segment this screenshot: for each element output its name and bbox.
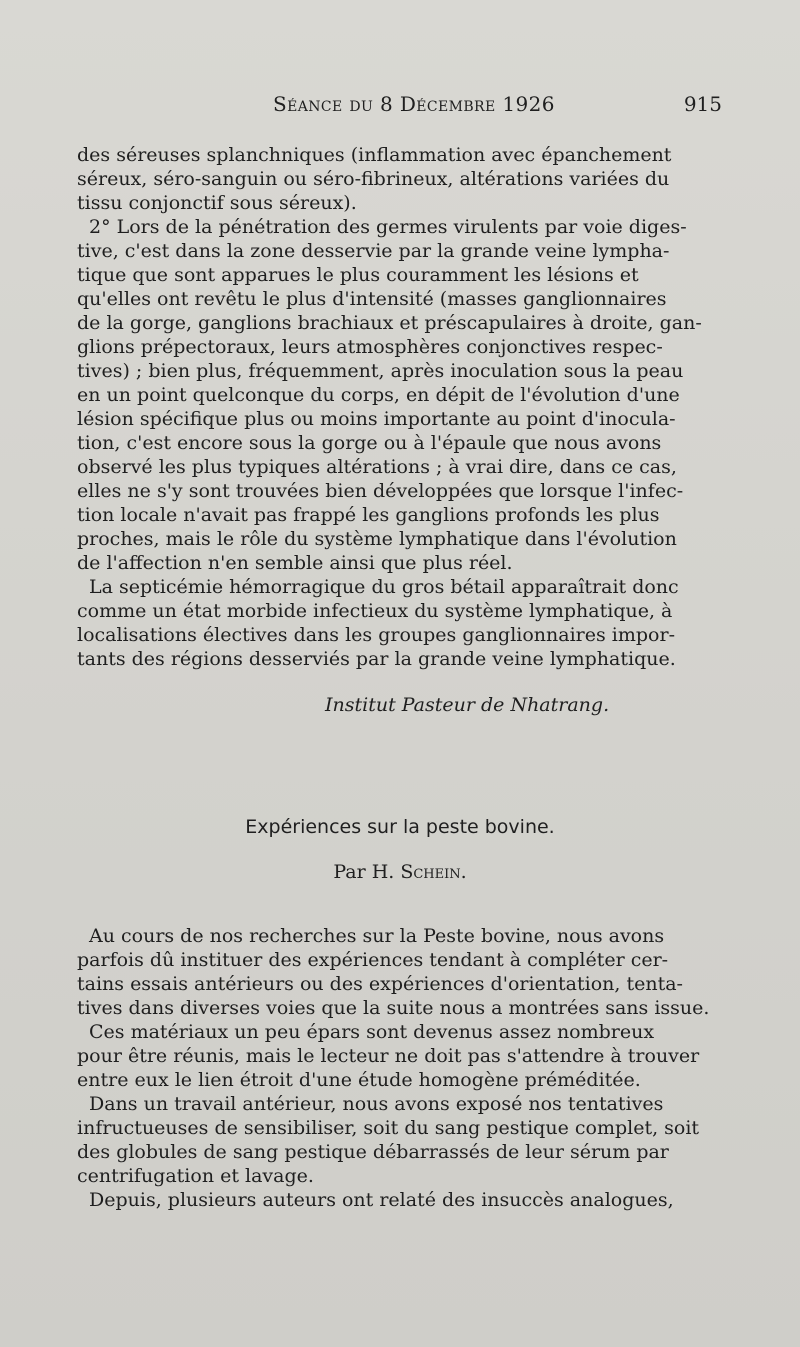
text-line: infructueuses de sensibiliser, soit du sang pestique complet, soit: [77, 1117, 700, 1139]
text-line: de l'affection n'en semble ainsi que plus réel.: [77, 552, 513, 574]
text-line: tissu conjonctif sous séreux).: [77, 192, 357, 214]
text-line: proches, mais le rôle du système lymphatique dans l'évolution: [77, 528, 677, 550]
text-line: localisations électives dans les groupes ganglionnaires impor-: [77, 624, 675, 646]
text-line: entre eux le lien étroit d'une étude homogène préméditée.: [77, 1069, 641, 1091]
previous-article-text: [77, 143, 722, 671]
text-line: 2° Lors de la pénétration des germes virulents par voie diges-: [89, 216, 687, 238]
text-line: tion, c'est encore sous la gorge ou à l'épaule que nous avons: [77, 432, 662, 454]
text-line: tives dans diverses voies que la suite nous a montrées sans issue.: [77, 997, 710, 1019]
text-line: des séreuses splanchniques (inflammation avec épanchement: [77, 144, 672, 166]
text-line: glions prépectoraux, leurs atmosphères conjonctives respec-: [77, 336, 663, 358]
text-line: tique que sont apparues le plus couramment les lésions et: [77, 264, 639, 286]
text-line: tants des régions desserviés par la grande veine lymphatique.: [77, 648, 676, 670]
article-body: [77, 924, 722, 1212]
text-line: parfois dû instituer des expériences tendant à compléter cer-: [77, 949, 669, 971]
text-line: tion locale n'avait pas frappé les ganglions profonds les plus: [77, 504, 660, 526]
page-number: 915: [683, 92, 722, 116]
text-line: tives) ; bien plus, fréquemment, après inoculation sous la peau: [77, 360, 684, 382]
text-line: Ces matériaux un peu épars sont devenus assez nombreux: [89, 1021, 655, 1043]
text-line: centrifugation et lavage.: [77, 1165, 314, 1187]
text-line: en un point quelconque du corps, en dépit de l'évolution d'une: [77, 384, 680, 406]
text-line: comme un état morbide infectieux du système lymphatique, à: [77, 600, 673, 622]
running-head: [78, 92, 722, 122]
text-line: qu'elles ont revêtu le plus d'intensité (masses ganglionnaires: [77, 288, 667, 310]
text-line: Depuis, plusieurs auteurs ont relaté des insuccès analogues,: [89, 1189, 674, 1211]
text-line: observé les plus typiques altérations ; à vrai dire, dans ce cas,: [77, 456, 677, 478]
article-title: Expériences sur la peste bovine.: [245, 816, 555, 838]
text-line: de la gorge, ganglions brachiaux et préscapulaires à droite, gan-: [77, 312, 702, 334]
running-title: Séance du 8 Décembre 1926: [273, 92, 555, 116]
text-line: elles ne s'y sont trouvées bien développées que lorsque l'infec-: [77, 480, 684, 502]
text-line: tains essais antérieurs ou des expériences d'orientation, tenta-: [77, 973, 683, 995]
author-name: Schein.: [400, 861, 467, 883]
text-line: lésion spécifique plus ou moins importante au point d'inocula-: [77, 408, 676, 430]
text-line: des globules de sang pestique débarrassés de leur sérum par: [77, 1141, 669, 1163]
text-line: tive, c'est dans la zone desservie par la grande veine lympha-: [77, 240, 670, 262]
text-line: pour être réunis, mais le lecteur ne doit pas s'attendre à trouver: [77, 1045, 700, 1067]
text-line: Dans un travail antérieur, nous avons exposé nos tentatives: [89, 1093, 664, 1115]
text-line: Au cours de nos recherches sur la Peste bovine, nous avons: [89, 925, 665, 947]
author-prefix: Par H.: [333, 861, 401, 883]
text-line: La septicémie hémorragique du gros bétail apparaîtrait donc: [89, 576, 679, 598]
affiliation: Institut Pasteur de Nhatrang.: [325, 694, 610, 716]
author-line: [0, 860, 800, 884]
text-line: séreux, séro-sanguin ou séro-fibrineux, altérations variées du: [77, 168, 670, 190]
